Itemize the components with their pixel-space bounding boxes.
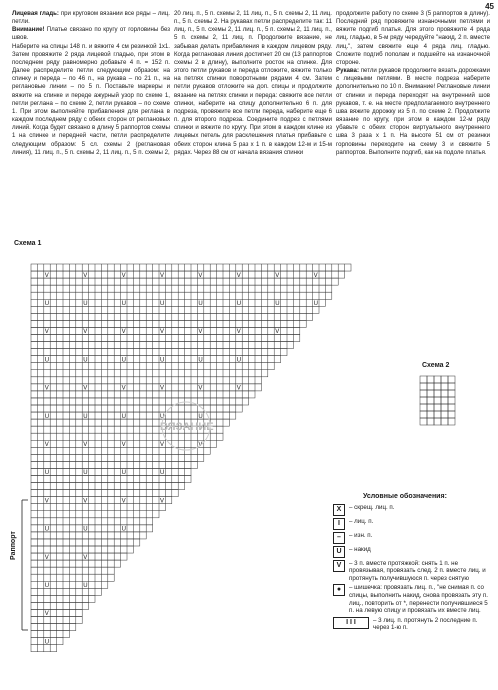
legend-item (333, 546, 493, 558)
legend-symbol-icon: – (333, 532, 345, 544)
stitch-symbol: V (313, 272, 318, 279)
legend-text: – скрещ. лиц. п. (349, 503, 395, 511)
legend-item (333, 532, 493, 544)
stitch-symbol: V (121, 329, 126, 336)
stitch-symbol: V (236, 385, 241, 392)
scheme-2-grid (420, 376, 455, 425)
legend (333, 493, 493, 634)
stitch-symbol: V (198, 385, 203, 392)
page-number: 45 (485, 2, 494, 11)
stitch-symbol: V (83, 272, 88, 279)
stitch-symbol: U (83, 470, 88, 477)
scheme-1-grid (31, 264, 351, 652)
stitch-symbol: U (83, 301, 88, 307)
legend-symbol-icon: X (333, 504, 345, 516)
stitch-symbol: V (160, 385, 165, 392)
stitch-symbol: U (44, 583, 50, 589)
stitch-symbol: V (198, 272, 203, 279)
stitch-symbol: V (121, 498, 126, 505)
stitch-symbol: V (121, 385, 126, 392)
stitch-symbol: U (121, 470, 126, 477)
stitch-symbol: U (121, 357, 126, 364)
stitch-symbol: U (198, 357, 203, 364)
paragraph-text: петли рукавов продолжите вязать дорожками с лицевыми петлями. В месте подреза наберите дополнительно по 10 п. Внимание! Реглановые линии от спинки и переда переходят на внутренний шов рукавов, т. е. на месте предполагаемого внутреннего шва вяжите дорожку из 5 п. по схеме 2. Продолжите вязание по кругу, при этом в каждом 12-м ряду убавьте с обеих сторон виртуального внутреннего шва 3 раза х 1 п. На высоте 51 см от резинки горловины переходите на схему 3 и свяжите 5 раппортов. Выполните подгиб, как на подоле платья. (336, 67, 490, 156)
stitch-symbol: U (121, 301, 126, 307)
stitch-symbol: U (198, 301, 203, 307)
legend-symbol-icon: V (333, 560, 345, 572)
stitch-symbol: U (44, 301, 50, 307)
watermark-logo: ВЯЗАНИЕ (160, 421, 214, 433)
stitch-symbol: U (44, 639, 50, 646)
stitch-symbol: V (198, 329, 203, 336)
stitch-symbol: V (160, 272, 165, 279)
stitch-symbol: V (236, 272, 241, 279)
stitch-symbol: V (198, 442, 203, 448)
paragraph-text: Платье связано по кругу от горловины без швов. (12, 26, 170, 42)
stitch-symbol: V (160, 329, 165, 336)
stitch-symbol: V (83, 442, 88, 448)
stitch-symbol: U (83, 413, 88, 420)
stitch-symbol: V (121, 272, 126, 279)
stitch-symbol: V (275, 272, 280, 279)
stitch-symbol: V (83, 385, 88, 392)
stitch-symbol: V (121, 442, 126, 448)
stitch-symbol: V (44, 554, 49, 561)
rapport-label: Раппорт (10, 531, 17, 560)
stitch-symbol: U (121, 526, 126, 533)
paragraph-heading: Рукава: (336, 67, 359, 75)
paragraph-text: 20 лиц. п., 5 п. схемы 2, 11 лиц. п., 5 п. схемы 2, 11 лиц. п., 5 п. схемы 2. На рукавах петли распределите так: 11 лиц. п., 5 п. схемы 2, 11 лиц. п., 5 п. схемы 2, 11 лиц. п., 5 п. схемы 2, 11 лиц. п. Продолжите вязание, не забывая делать прибавления в каждом лицевом ряду. Когда реглановая линия достигнет 20 см (13 раппортов схемы 2 в длину), выполните росток на спинке. Для этого петли рукавов и переда отложите, вяжите только на петлях спинки поворотными рядами 4 см. Затем петли рукавов отложите на доп. спицы и продолжите вязание на петлях спинки и переда: свяжите все петли спинки, наберите на спицу дополнительно 6 п. для подреза, провяжите все петли переда, наберите еще 6 п. для второго подреза. Соедините подрез с петлями спинки и вяжите по кругу. При этом в каждом клине из лицевых петель для расклешения платья прибавьте с обеих сторон клина 5 раз х 1 п. в каждом 12-м и 15-м рядах. Через 88 см от начала вязания спинки (174, 10, 332, 156)
scheme-1-label: Схема 1 (14, 240, 42, 247)
legend-item (333, 584, 493, 614)
stitch-symbol: V (160, 498, 165, 505)
legend-text: – лиц. п. (349, 517, 374, 525)
legend-text: – 3 лиц. п. протянуть 2 последние п. через 1-ю п. (373, 616, 478, 632)
stitch-symbol: U (160, 413, 165, 420)
stitch-symbol: U (44, 526, 50, 533)
legend-text: – изн. п. (349, 531, 373, 539)
stitch-symbol: U (44, 470, 50, 477)
stitch-symbol: U (198, 413, 203, 420)
paragraph-heading: Внимание! (12, 26, 45, 34)
stitch-symbol: V (44, 498, 49, 505)
paragraph-heading: Лицевая гладь: (12, 10, 59, 17)
stitch-symbol: V (83, 498, 88, 505)
legend-item (333, 560, 493, 583)
legend-item (333, 518, 493, 530)
stitch-symbol: V (44, 611, 49, 618)
stitch-symbol: V (44, 442, 49, 448)
legend-text: – 3 п. вместе протяжкой: снять 1 п. не провязывая, провязать след. 2 п. вместе лиц. и протянуть получившуюся п. через снятую (349, 559, 486, 582)
stitch-symbol: V (83, 329, 88, 336)
stitch-symbol: U (83, 526, 88, 533)
stitch-symbol: V (236, 329, 241, 336)
stitch-symbol: U (160, 470, 165, 477)
stitch-symbol: U (44, 413, 50, 420)
stitch-symbol: U (236, 301, 242, 307)
stitch-symbol: V (160, 442, 165, 448)
stitch-symbol: V (83, 554, 88, 561)
scheme-2-label: Схема 2 (422, 362, 450, 369)
stitch-symbol: U (160, 357, 165, 364)
stitch-symbol: V (44, 329, 49, 336)
stitch-symbol: U (313, 301, 318, 307)
stitch-symbol: U (44, 357, 50, 364)
legend-symbol-icon: ● (333, 584, 345, 596)
legend-item (333, 504, 493, 516)
stitch-symbol: V (44, 385, 49, 392)
stitch-symbol: U (121, 413, 126, 420)
stitch-symbol: V (44, 272, 49, 279)
legend-text: – накид (349, 545, 371, 553)
legend-symbol-icon: U (333, 546, 345, 558)
stitch-symbol: U (275, 301, 280, 307)
legend-symbol-icon: I (333, 518, 345, 530)
paragraph-text: Наберите на спицы 148 п. и вяжите 4 см резинкой 1х1. Затем провяжите 2 ряда лицевой гладью, при этом в последнем ряду равномерно добавьте 4 п. = 152 п. Далее распределите петли следующим образом: на спинку и переда – по 46 п., на рукава – по 21 п., на реглановые линии – по 5 п. Поставьте маркеры и вяжите на спинке и переде ажурный узор по схеме 1, петли реглана – по схеме 2, петли рукавов – по схеме 1. При этом выполняйте прибавления для реглана в каждом последнем ряду с обеих сторон от реглановых линий. Когда будет связано в длину 5 раппортов схемы 1 на спинке и передней части, петли распределите следующим образом: 5 сл. схемы 2 (реглановая линия), 11 лиц. п., 5 п. схемы 2, 11 лиц. п., 5 п. схемы 2, (12, 42, 170, 156)
paragraph-text: продолжите работу по схеме 3 (5 раппортов в длину). Последний ряд провяжите изнаночными петлями и вяжите подгиб платья. Для этого провяжите 4 ряда лиц. гладью, в 5-м ряду чередуйте "накид, 2 п. вместе лиц.", затем свяжите еще 4 ряда лиц. гладью. Сложите подгиб пополам и подшейте на изнаночной стороне. (336, 10, 490, 66)
legend-item (333, 617, 493, 632)
stitch-symbol: U (236, 357, 242, 364)
legend-title: Условные обозначения: (363, 493, 447, 500)
stitch-symbol: U (160, 301, 165, 307)
stitch-symbol: U (83, 583, 88, 589)
stitch-symbol: V (275, 329, 280, 336)
legend-text: – шишечка: провязать лиц. п., "не снимая п. со спицы, выполнить накид, снова провязать эту п. лиц., повторить от *, перенести получившиеся 5 п. на левую спицу и провязать их вместе лиц. (349, 584, 488, 615)
paragraph-text: при круговом вязании все ряды – лиц. петли. (12, 10, 170, 26)
legend-symbol-icon: I I I (333, 617, 369, 629)
stitch-symbol: U (83, 357, 88, 364)
